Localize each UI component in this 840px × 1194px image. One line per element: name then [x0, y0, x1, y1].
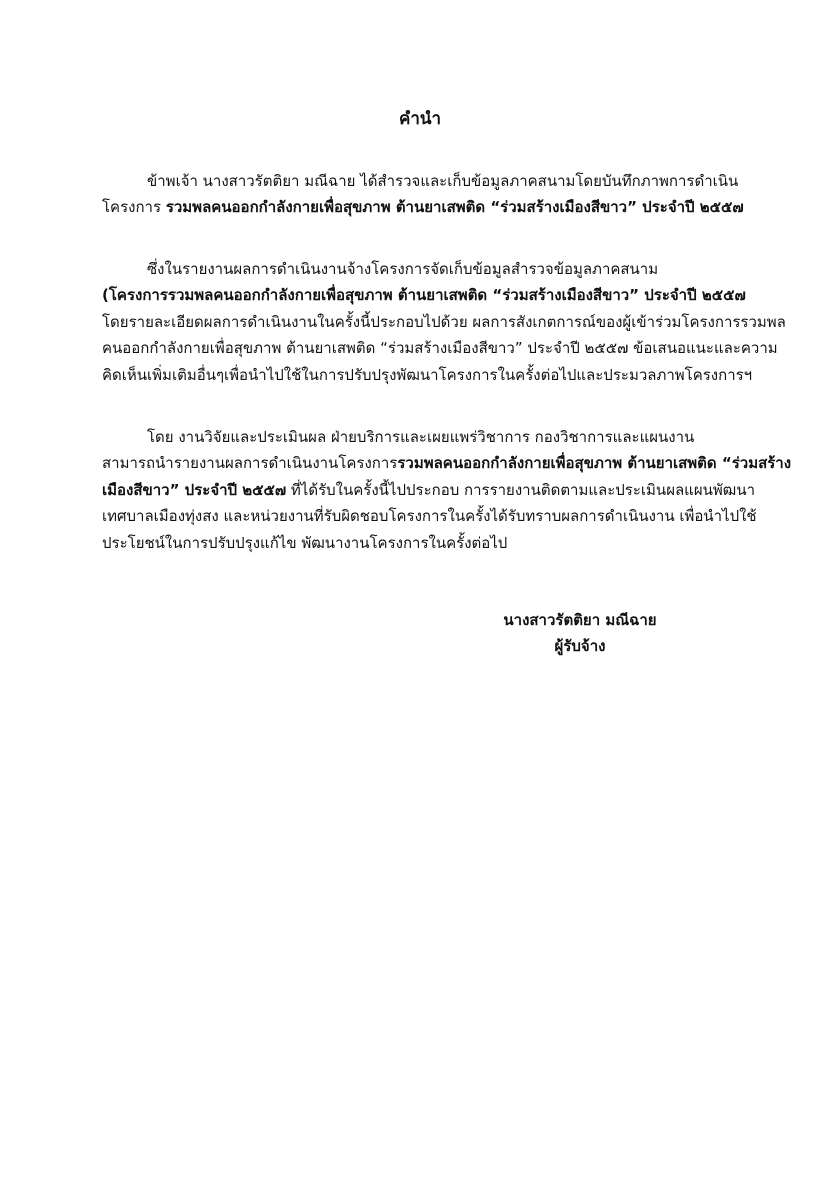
bold-text-run: เมืองสีขาว” ประจำปี ๒๕๕๗ [102, 480, 287, 499]
paragraph-line [102, 530, 738, 556]
paragraph-line [102, 256, 738, 282]
signature-name: นางสาวรัตติยา มณีฉาย [503, 611, 657, 629]
text-run: สามารถนำรายงานผลการดำเนินงานโครงการ [102, 454, 398, 473]
text-run: คิดเห็นเพิ่มเติมอื่นๆเพื่อนำไปใช้ในการปรับปรุงพัฒนาโครงการในครั้งต่อไปและประมวลภาพโครงการฯ [102, 365, 753, 384]
text-run: โดยรายละเอียดผลการดำเนินงานในครั้งนี้ประกอบไปด้วย ผลการสังเกตการณ์ของผู้เข้าร่วมโครงการรวมพล [102, 312, 786, 331]
paragraph-line [102, 477, 755, 503]
text-run: โดย งานวิจัยและประเมินผล ฝ่ายบริการและเผยแพร่วิชาการ กองวิชาการและแผนงาน [147, 428, 695, 446]
signature-role: ผู้รับจ้าง [554, 637, 606, 655]
signature-block [480, 607, 680, 659]
paragraph-line [102, 335, 778, 361]
text-run: คนออกกำลังกายเพื่อสุขภาพ ต้านยาเสพติด “ร่วมสร้างเมืองสีขาว” ประจำปี ๒๕๕๗ ข้อเสนอแนะและความ [102, 339, 778, 358]
text-run: ซึ่งในรายงานผลการดำเนินงานจ้างโครงการจัดเก็บข้อมูลสำรวจข้อมูลภาคสนาม [147, 260, 659, 278]
document-title: คำนำ [398, 109, 442, 129]
paragraph-1 [102, 168, 744, 221]
paragraph-line [102, 450, 792, 476]
text-run: ข้าพเจ้า นางสาวรัตติยา มณีฉาย ได้สำรวจและเก็บข้อมูลภาคสนามโดยบันทึกภาพการดำเนิน [147, 172, 739, 190]
paragraph-line [102, 309, 786, 335]
paragraph-line [102, 168, 738, 194]
text-run: โครงการ [102, 198, 166, 217]
text-run: เทศบาลเมืองทุ่งสง และหน่วยงานที่รับผิดชอบโครงการในครั้งได้รับทราบผลการดำเนินงาน เพื่อนำไปใช้ [102, 507, 757, 526]
paragraph-line [102, 362, 753, 388]
bold-text-run: รวมพลคนออกกำลังกายเพื่อสุขภาพ ต้านยาเสพติด “ร่วมสร้าง [397, 454, 792, 473]
bold-text-run: (โครงการรวมพลคนออกกำลังกายเพื่อสุขภาพ ต้านยาเสพติด “ร่วมสร้างเมืองสีขาว” ประจำปี ๒๕๕๗ [102, 286, 746, 305]
text-run: ประโยชน์ในการปรับปรุงแก้ไข พัฒนางานโครงการในครั้งต่อไป [102, 533, 508, 552]
paragraph-3 [102, 424, 792, 556]
bold-text-run: รวมพลคนออกกำลังกายเพื่อสุขภาพ ต้านยาเสพติด “ร่วมสร้างเมืองสีขาว” ประจำปี ๒๕๕๗ [165, 198, 744, 217]
text-run: ที่ได้รับในครั้งนี้ไปประกอบ การรายงานติดตามและประเมินผลแผนพัฒนา [286, 480, 755, 499]
paragraph-line [102, 424, 738, 450]
paragraph-line [102, 194, 744, 220]
paragraph-line [102, 503, 757, 529]
paragraph-2 [102, 256, 786, 388]
paragraph-line [102, 282, 746, 308]
